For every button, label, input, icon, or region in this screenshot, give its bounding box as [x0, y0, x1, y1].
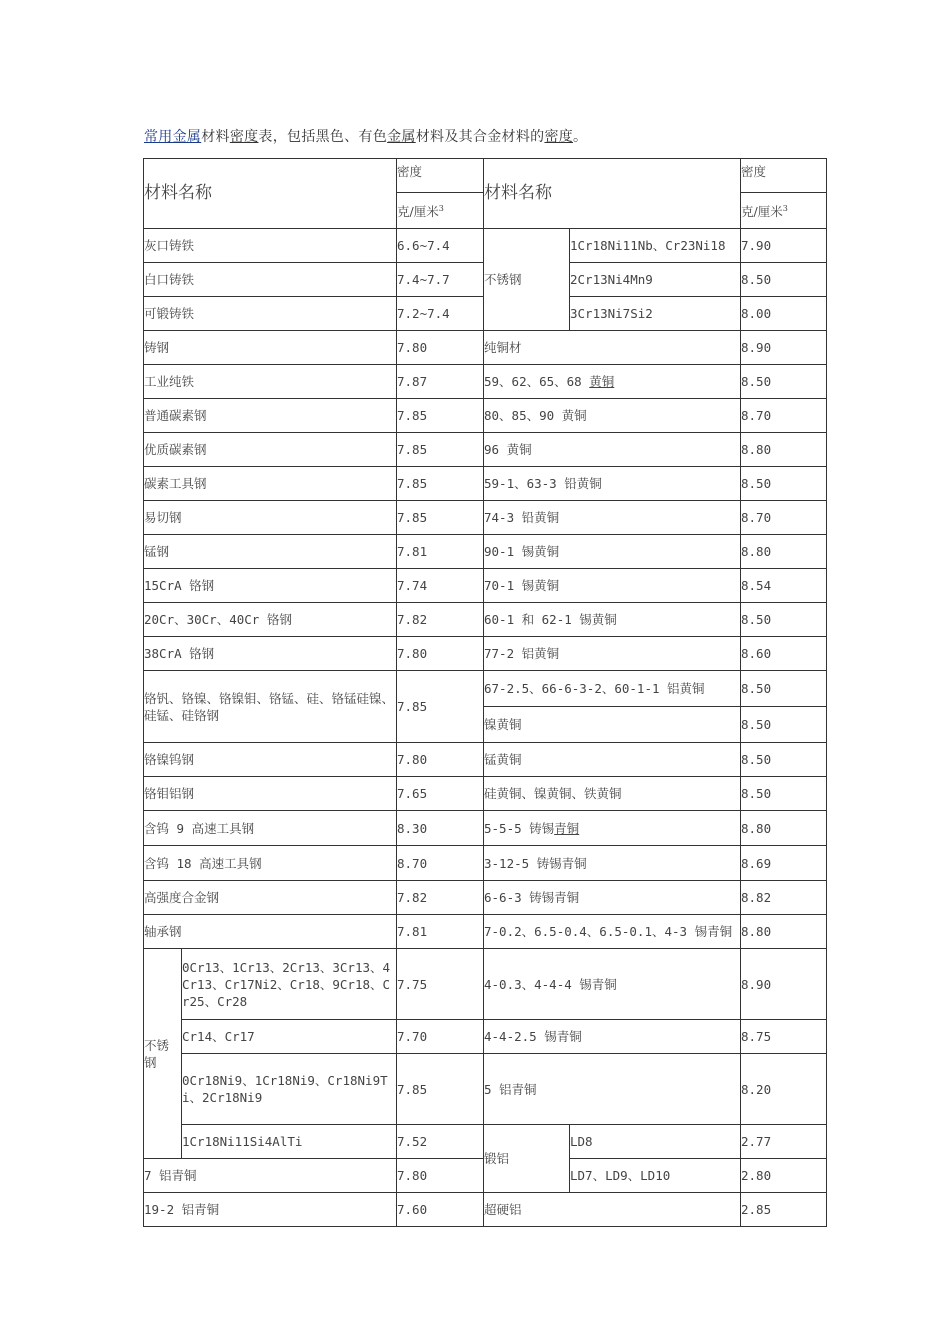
- intro-text: [144, 126, 587, 146]
- header-name-right: 材料名称: [484, 159, 741, 229]
- table-cell: 8.50: [741, 365, 827, 399]
- table-cell: 8.50: [741, 603, 827, 637]
- intro-seg-8: 。: [573, 129, 588, 145]
- table-cell: 7.85: [397, 399, 484, 433]
- table-cell: 锰钢: [144, 535, 397, 569]
- table-cell: 7.87: [397, 365, 484, 399]
- table-cell: 2.85: [741, 1193, 827, 1227]
- table-cell: 8.69: [741, 846, 827, 881]
- table-cell: LD7、LD9、LD10: [570, 1159, 741, 1193]
- table-cell: 纯铜材: [484, 331, 741, 365]
- table-cell: 8.50: [741, 777, 827, 811]
- table-cell: Cr14、Cr17: [182, 1020, 397, 1054]
- table-cell: 7.75: [397, 949, 484, 1020]
- table-group-cell: 不锈钢: [144, 949, 182, 1159]
- table-cell: 2.77: [741, 1125, 827, 1159]
- table-cell: 74-3 铅黄铜: [484, 501, 741, 535]
- header-unit-left: 克/厘米$^3$: [397, 193, 484, 229]
- table-cell: 7.82: [397, 603, 484, 637]
- table-cell: 铬钼铝钢: [144, 777, 397, 811]
- table-cell: 1Cr18Ni11Nb、Cr23Ni18: [570, 229, 741, 263]
- header-density-right: 密度: [741, 159, 827, 193]
- table-cell: 20Cr、30Cr、40Cr 铬钢: [144, 603, 397, 637]
- table-cell: 6.6~7.4: [397, 229, 484, 263]
- table-cell: 8.90: [741, 331, 827, 365]
- table-cell: 77-2 铝黄铜: [484, 637, 741, 671]
- intro-seg-4: 表，包括黑色、有色: [258, 129, 388, 145]
- table-cell: 优质碳素钢: [144, 433, 397, 467]
- table-cell: 8.60: [741, 637, 827, 671]
- table-cell: 含钨 18 高速工具钢: [144, 846, 397, 881]
- table-cell: 7.80: [397, 331, 484, 365]
- table-cell: 碳素工具钢: [144, 467, 397, 501]
- table-cell: 8.20: [741, 1054, 827, 1125]
- density-table: [143, 158, 827, 1227]
- table-cell: 0Cr18Ni9、1Cr18Ni9、Cr18Ni9Ti、2Cr18Ni9: [182, 1054, 397, 1125]
- table-cell: 8.30: [397, 811, 484, 846]
- table-cell: 普通碳素钢: [144, 399, 397, 433]
- table-cell: 8.54: [741, 569, 827, 603]
- table-cell: 超硬铝: [484, 1193, 741, 1227]
- table-cell: 96 黄铜: [484, 433, 741, 467]
- table-cell: 90-1 锡黄铜: [484, 535, 741, 569]
- table-cell: 3-12-5 铸锡青铜: [484, 846, 741, 881]
- table-cell: 7.74: [397, 569, 484, 603]
- table-cell: 60-1 和 62-1 锡黄铜: [484, 603, 741, 637]
- table-cell: 4-0.3、4-4-4 锡青铜: [484, 949, 741, 1020]
- table-cell: 镍黄铜: [484, 707, 741, 743]
- table-cell: 5-5-5 铸锡青铜: [484, 811, 741, 846]
- table-cell: 7.70: [397, 1020, 484, 1054]
- table-cell: 8.50: [741, 467, 827, 501]
- table-cell: 67-2.5、66-6-3-2、60-1-1 铝黄铜: [484, 671, 741, 707]
- table-cell: 8.50: [741, 707, 827, 743]
- table-cell: 8.80: [741, 433, 827, 467]
- table-cell: 7-0.2、6.5-0.4、6.5-0.1、4-3 锡青铜: [484, 915, 741, 949]
- table-cell: 8.50: [741, 263, 827, 297]
- table-cell: 59-1、63-3 铅黄铜: [484, 467, 741, 501]
- table-cell: 15CrA 铬钢: [144, 569, 397, 603]
- table-cell: 2Cr13Ni4Mn9: [570, 263, 741, 297]
- intro-seg-2: 材料: [201, 129, 230, 145]
- table-cell: 7.4~7.7: [397, 263, 484, 297]
- table-cell: 7.82: [397, 881, 484, 915]
- header-density-left: 密度: [397, 159, 484, 193]
- table-cell: 7.90: [741, 229, 827, 263]
- table-cell: LD8: [570, 1125, 741, 1159]
- table-cell: 7.81: [397, 915, 484, 949]
- table-cell: 7.2~7.4: [397, 297, 484, 331]
- table-cell: 8.75: [741, 1020, 827, 1054]
- table-cell: 7.80: [397, 637, 484, 671]
- header-unit-right: 克/厘米$^3$: [741, 193, 827, 229]
- table-cell: 锰黄铜: [484, 743, 741, 777]
- table-cell: 7.85: [397, 1054, 484, 1125]
- table-cell: 0Cr13、1Cr13、2Cr13、3Cr13、4Cr13、Cr17Ni2、Cr18、9Cr18、Cr25、Cr28: [182, 949, 397, 1020]
- table-cell: 8.50: [741, 671, 827, 707]
- table-cell: 8.80: [741, 535, 827, 569]
- table-cell: 灰口铸铁: [144, 229, 397, 263]
- table-cell: 可锻铸铁: [144, 297, 397, 331]
- intro-link-metal[interactable]: 常用金属: [144, 129, 202, 145]
- table-cell: 70-1 锡黄铜: [484, 569, 741, 603]
- table-cell: 5 铝青铜: [484, 1054, 741, 1125]
- table-cell: 7 铝青铜: [144, 1159, 397, 1193]
- table-cell: 易切钢: [144, 501, 397, 535]
- table-cell: 8.82: [741, 881, 827, 915]
- table-cell: 铬镍钨钢: [144, 743, 397, 777]
- intro-seg-6: 材料及其合金材料的: [415, 129, 545, 145]
- table-cell: 2.80: [741, 1159, 827, 1193]
- table-cell: 7.85: [397, 501, 484, 535]
- table-cell: 6-6-3 铸锡青铜: [484, 881, 741, 915]
- table-cell: 工业纯铁: [144, 365, 397, 399]
- intro-link-metal-2[interactable]: 金属: [387, 129, 416, 145]
- table-group-cell: 不锈钢: [484, 229, 570, 331]
- table-cell: 铸钢: [144, 331, 397, 365]
- table-cell: 7.60: [397, 1193, 484, 1227]
- table-cell: 8.70: [397, 846, 484, 881]
- table-cell: 高强度合金钢: [144, 881, 397, 915]
- table-cell: 8.00: [741, 297, 827, 331]
- intro-link-density-2[interactable]: 密度: [544, 129, 574, 145]
- table-cell: 1Cr18Ni11Si4AlTi: [182, 1125, 397, 1159]
- table-cell: 3Cr13Ni7Si2: [570, 297, 741, 331]
- brass-link[interactable]: 黄铜: [589, 374, 615, 389]
- table-cell: 7.80: [397, 743, 484, 777]
- table-cell: 8.70: [741, 501, 827, 535]
- table-cell: 7.81: [397, 535, 484, 569]
- table-cell: 19-2 铝青铜: [144, 1193, 397, 1227]
- table-cell: 轴承钢: [144, 915, 397, 949]
- table-cell: 8.90: [741, 949, 827, 1020]
- table-cell: 7.80: [397, 1159, 484, 1193]
- intro-link-density[interactable]: 密度: [229, 129, 259, 145]
- table-cell: 7.85: [397, 671, 484, 743]
- table-cell: 7.85: [397, 433, 484, 467]
- table-group-cell: 锻铝: [484, 1125, 570, 1193]
- table-cell: 8.50: [741, 743, 827, 777]
- table-cell: 7.65: [397, 777, 484, 811]
- table-cell: 8.70: [741, 399, 827, 433]
- table-cell: 80、85、90 黄铜: [484, 399, 741, 433]
- table-cell: 8.80: [741, 915, 827, 949]
- table-cell: 7.85: [397, 467, 484, 501]
- table-cell: 38CrA 铬钢: [144, 637, 397, 671]
- bronze-link[interactable]: 青铜: [554, 820, 580, 836]
- table-cell: 59、62、65、68 黄铜: [484, 365, 741, 399]
- table-cell: 4-4-2.5 锡青铜: [484, 1020, 741, 1054]
- table-cell: 7.52: [397, 1125, 484, 1159]
- header-name-left: 材料名称: [144, 159, 397, 229]
- table-cell: 硅黄铜、镍黄铜、铁黄铜: [484, 777, 741, 811]
- table-cell: 含钨 9 高速工具钢: [144, 811, 397, 846]
- table-cell: 8.80: [741, 811, 827, 846]
- table-cell: 铬钒、铬镍、铬镍钼、铬锰、硅、铬锰硅镍、硅锰、硅铬钢: [144, 671, 397, 743]
- table-cell: 白口铸铁: [144, 263, 397, 297]
